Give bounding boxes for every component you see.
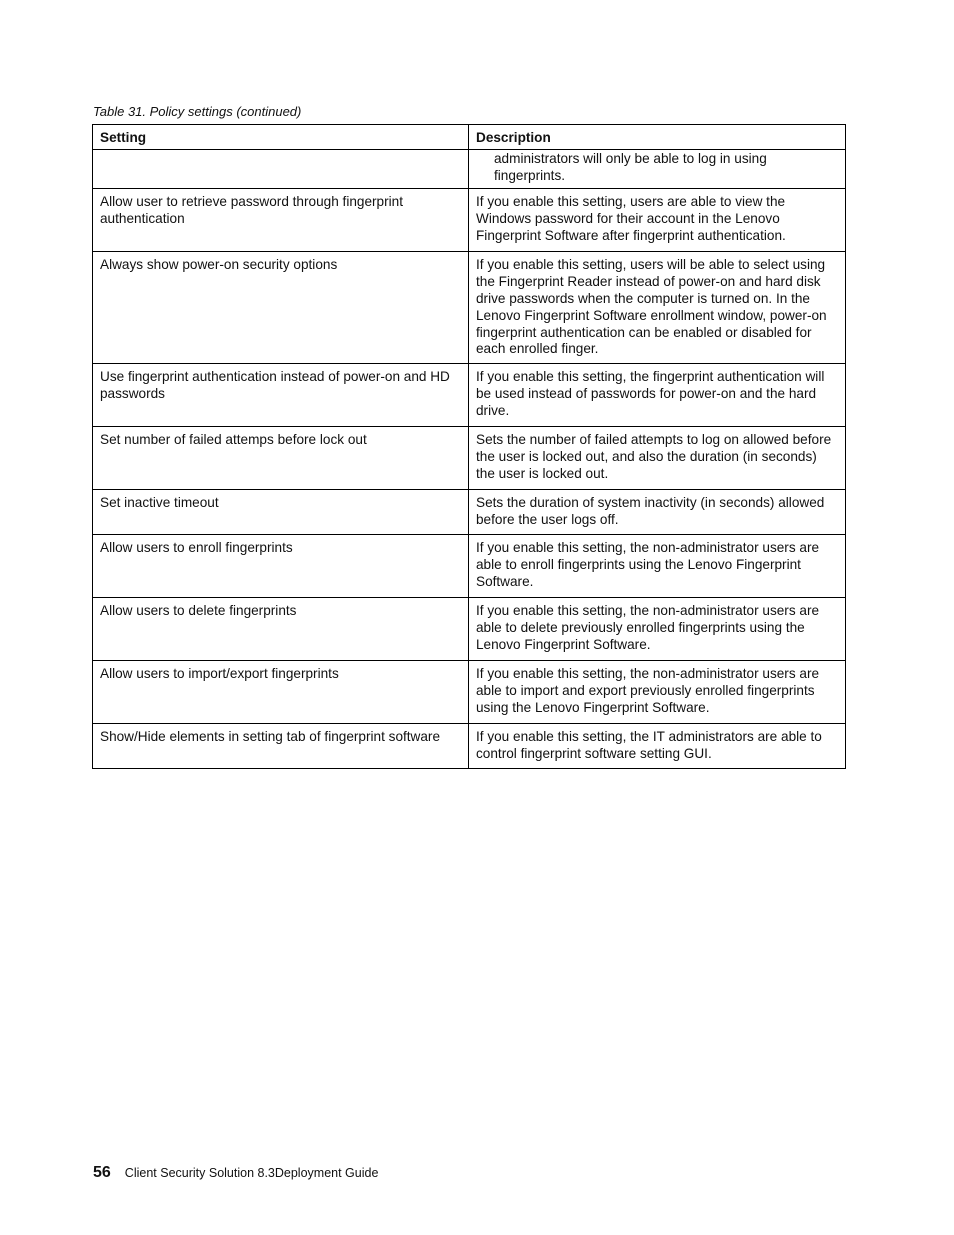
description-cell: If you enable this setting, users will be able to select using the Fingerprint Reader instead of power-on and hard disk drive passwords when the computer is turned on. In the Lenovo Fingerprint Software enrollment window, power-on fingerprint authentication can be enabled or disabled for each enrolled finger. (469, 252, 846, 364)
description-cell (469, 149, 846, 189)
setting-cell: Always show power-on security options (93, 252, 469, 364)
table-row (93, 490, 846, 535)
description-cell: If you enable this setting, the non-administrator users are able to import and export previously enrolled fingerprints using the Lenovo Fingerprint Software. (469, 661, 846, 724)
setting-cell: Use fingerprint authentication instead of power-on and HD passwords (93, 364, 469, 427)
document-title: Client Security Solution 8.3Deployment Guide (124, 1166, 379, 1180)
description-cell: If you enable this setting, the non-administrator users are able to enroll fingerprints using the Lenovo Fingerprint Software. (469, 535, 846, 598)
table-row (93, 661, 846, 724)
policy-settings-table (92, 124, 846, 769)
description-cell: If you enable this setting, the IT administrators are able to control fingerprint software setting GUI. (469, 724, 846, 769)
column-header-setting: Setting (93, 125, 469, 150)
table-row (93, 364, 846, 427)
description-cell: Sets the number of failed attempts to log on allowed before the user is locked out, and also the duration (in seconds) the user is locked out. (469, 427, 846, 490)
setting-cell: Allow users to enroll fingerprints (93, 535, 469, 598)
table-row (93, 189, 846, 252)
page-number: 56 (93, 1164, 111, 1181)
table-row (93, 724, 846, 769)
description-cell: Sets the duration of system inactivity (in seconds) allowed before the user logs off. (469, 490, 846, 535)
table-row (93, 252, 846, 364)
setting-cell: Show/Hide elements in setting tab of fingerprint software (93, 724, 469, 769)
setting-cell: Allow users to import/export fingerprints (93, 661, 469, 724)
description-cell: If you enable this setting, the fingerprint authentication will be used instead of passwords for power-on and the hard drive. (469, 364, 846, 427)
table-caption: Table 31. Policy settings (continued) (93, 104, 302, 119)
page-footer (93, 1163, 378, 1183)
table-row (93, 535, 846, 598)
table-row (93, 598, 846, 661)
setting-cell (93, 149, 469, 189)
setting-cell: Set inactive timeout (93, 490, 469, 535)
setting-cell: Allow users to delete fingerprints (93, 598, 469, 661)
table-header-row (93, 125, 846, 150)
column-header-description: Description (469, 125, 846, 150)
description-cell: If you enable this setting, the non-administrator users are able to delete previously enrolled fingerprints using the Lenovo Fingerprint Software. (469, 598, 846, 661)
setting-cell: Allow user to retrieve password through fingerprint authentication (93, 189, 469, 252)
description-cell: If you enable this setting, users are able to view the Windows password for their account in the Lenovo Fingerprint Software after fingerprint authentication. (469, 189, 846, 252)
table-row (93, 149, 846, 189)
table-row (93, 427, 846, 490)
description-continued-text: administrators will only be able to log in using fingerprints. (494, 150, 767, 183)
setting-cell: Set number of failed attemps before lock out (93, 427, 469, 490)
